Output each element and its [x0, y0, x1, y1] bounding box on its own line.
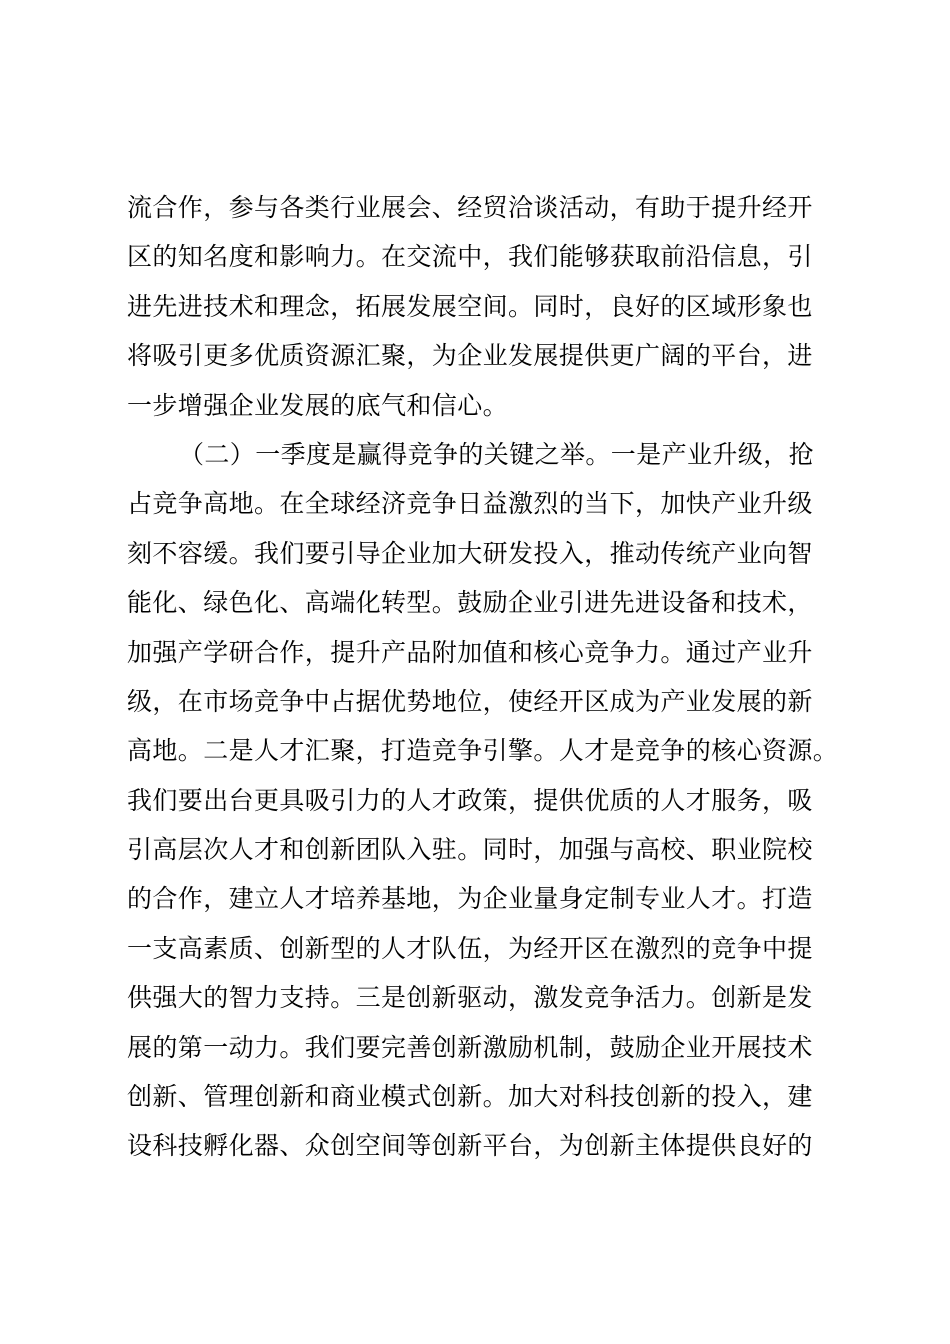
text-line: 能化、绿色化、高端化转型。鼓励企业引进先进设备和技术，: [127, 588, 813, 618]
text-line: 加强产学研合作，提升产品附加值和核心竞争力。通过产业升: [127, 637, 813, 667]
text-line: 设科技孵化器、众创空间等创新平台，为创新主体提供良好的: [127, 1131, 813, 1161]
text-line: 级，在市场竞争中占据优势地位，使经开区成为产业发展的新: [127, 686, 813, 716]
text-line: 供强大的智力支持。三是创新驱动，激发竞争活力。创新是发: [127, 983, 813, 1013]
text-line: 将吸引更多优质资源汇聚，为企业发展提供更广阔的平台，进: [127, 341, 813, 371]
text-line: 的合作，建立人才培养基地，为企业量身定制专业人才。打造: [127, 884, 813, 914]
text-line: 引高层次人才和创新团队入驻。同时，加强与高校、职业院校: [127, 835, 813, 865]
text-line: 进先进技术和理念，拓展发展空间。同时，良好的区域形象也: [127, 291, 813, 321]
section-heading-line: （二）一季度是赢得竞争的关键之举。一是产业升级，抢: [179, 439, 815, 469]
body-text: [127, 183, 847, 1171]
text-line: 展的第一动力。我们要完善创新激励机制，鼓励企业开展技术: [127, 1032, 813, 1062]
text-line: 区的知名度和影响力。在交流中，我们能够获取前沿信息，引: [127, 242, 813, 272]
text-line: 一支高素质、创新型的人才队伍，为经开区在激烈的竞争中提: [127, 933, 813, 963]
text-line: 创新、管理创新和商业模式创新。加大对科技创新的投入，建: [127, 1082, 813, 1112]
text-line: 流合作，参与各类行业展会、经贸洽谈活动，有助于提升经开: [127, 193, 813, 222]
text-line: 刻不容缓。我们要引导企业加大研发投入，推动传统产业向智: [127, 538, 813, 568]
text-line: 一步增强企业发展的底气和信心。: [127, 390, 509, 420]
text-line: 高地。二是人才汇聚，打造竞争引擎。人才是竞争的核心资源。: [127, 736, 839, 766]
text-line: 占竞争高地。在全球经济竞争日益激烈的当下，加快产业升级: [127, 489, 813, 519]
text-line: 我们要出台更具吸引力的人才政策，提供优质的人才服务，吸: [127, 785, 813, 815]
